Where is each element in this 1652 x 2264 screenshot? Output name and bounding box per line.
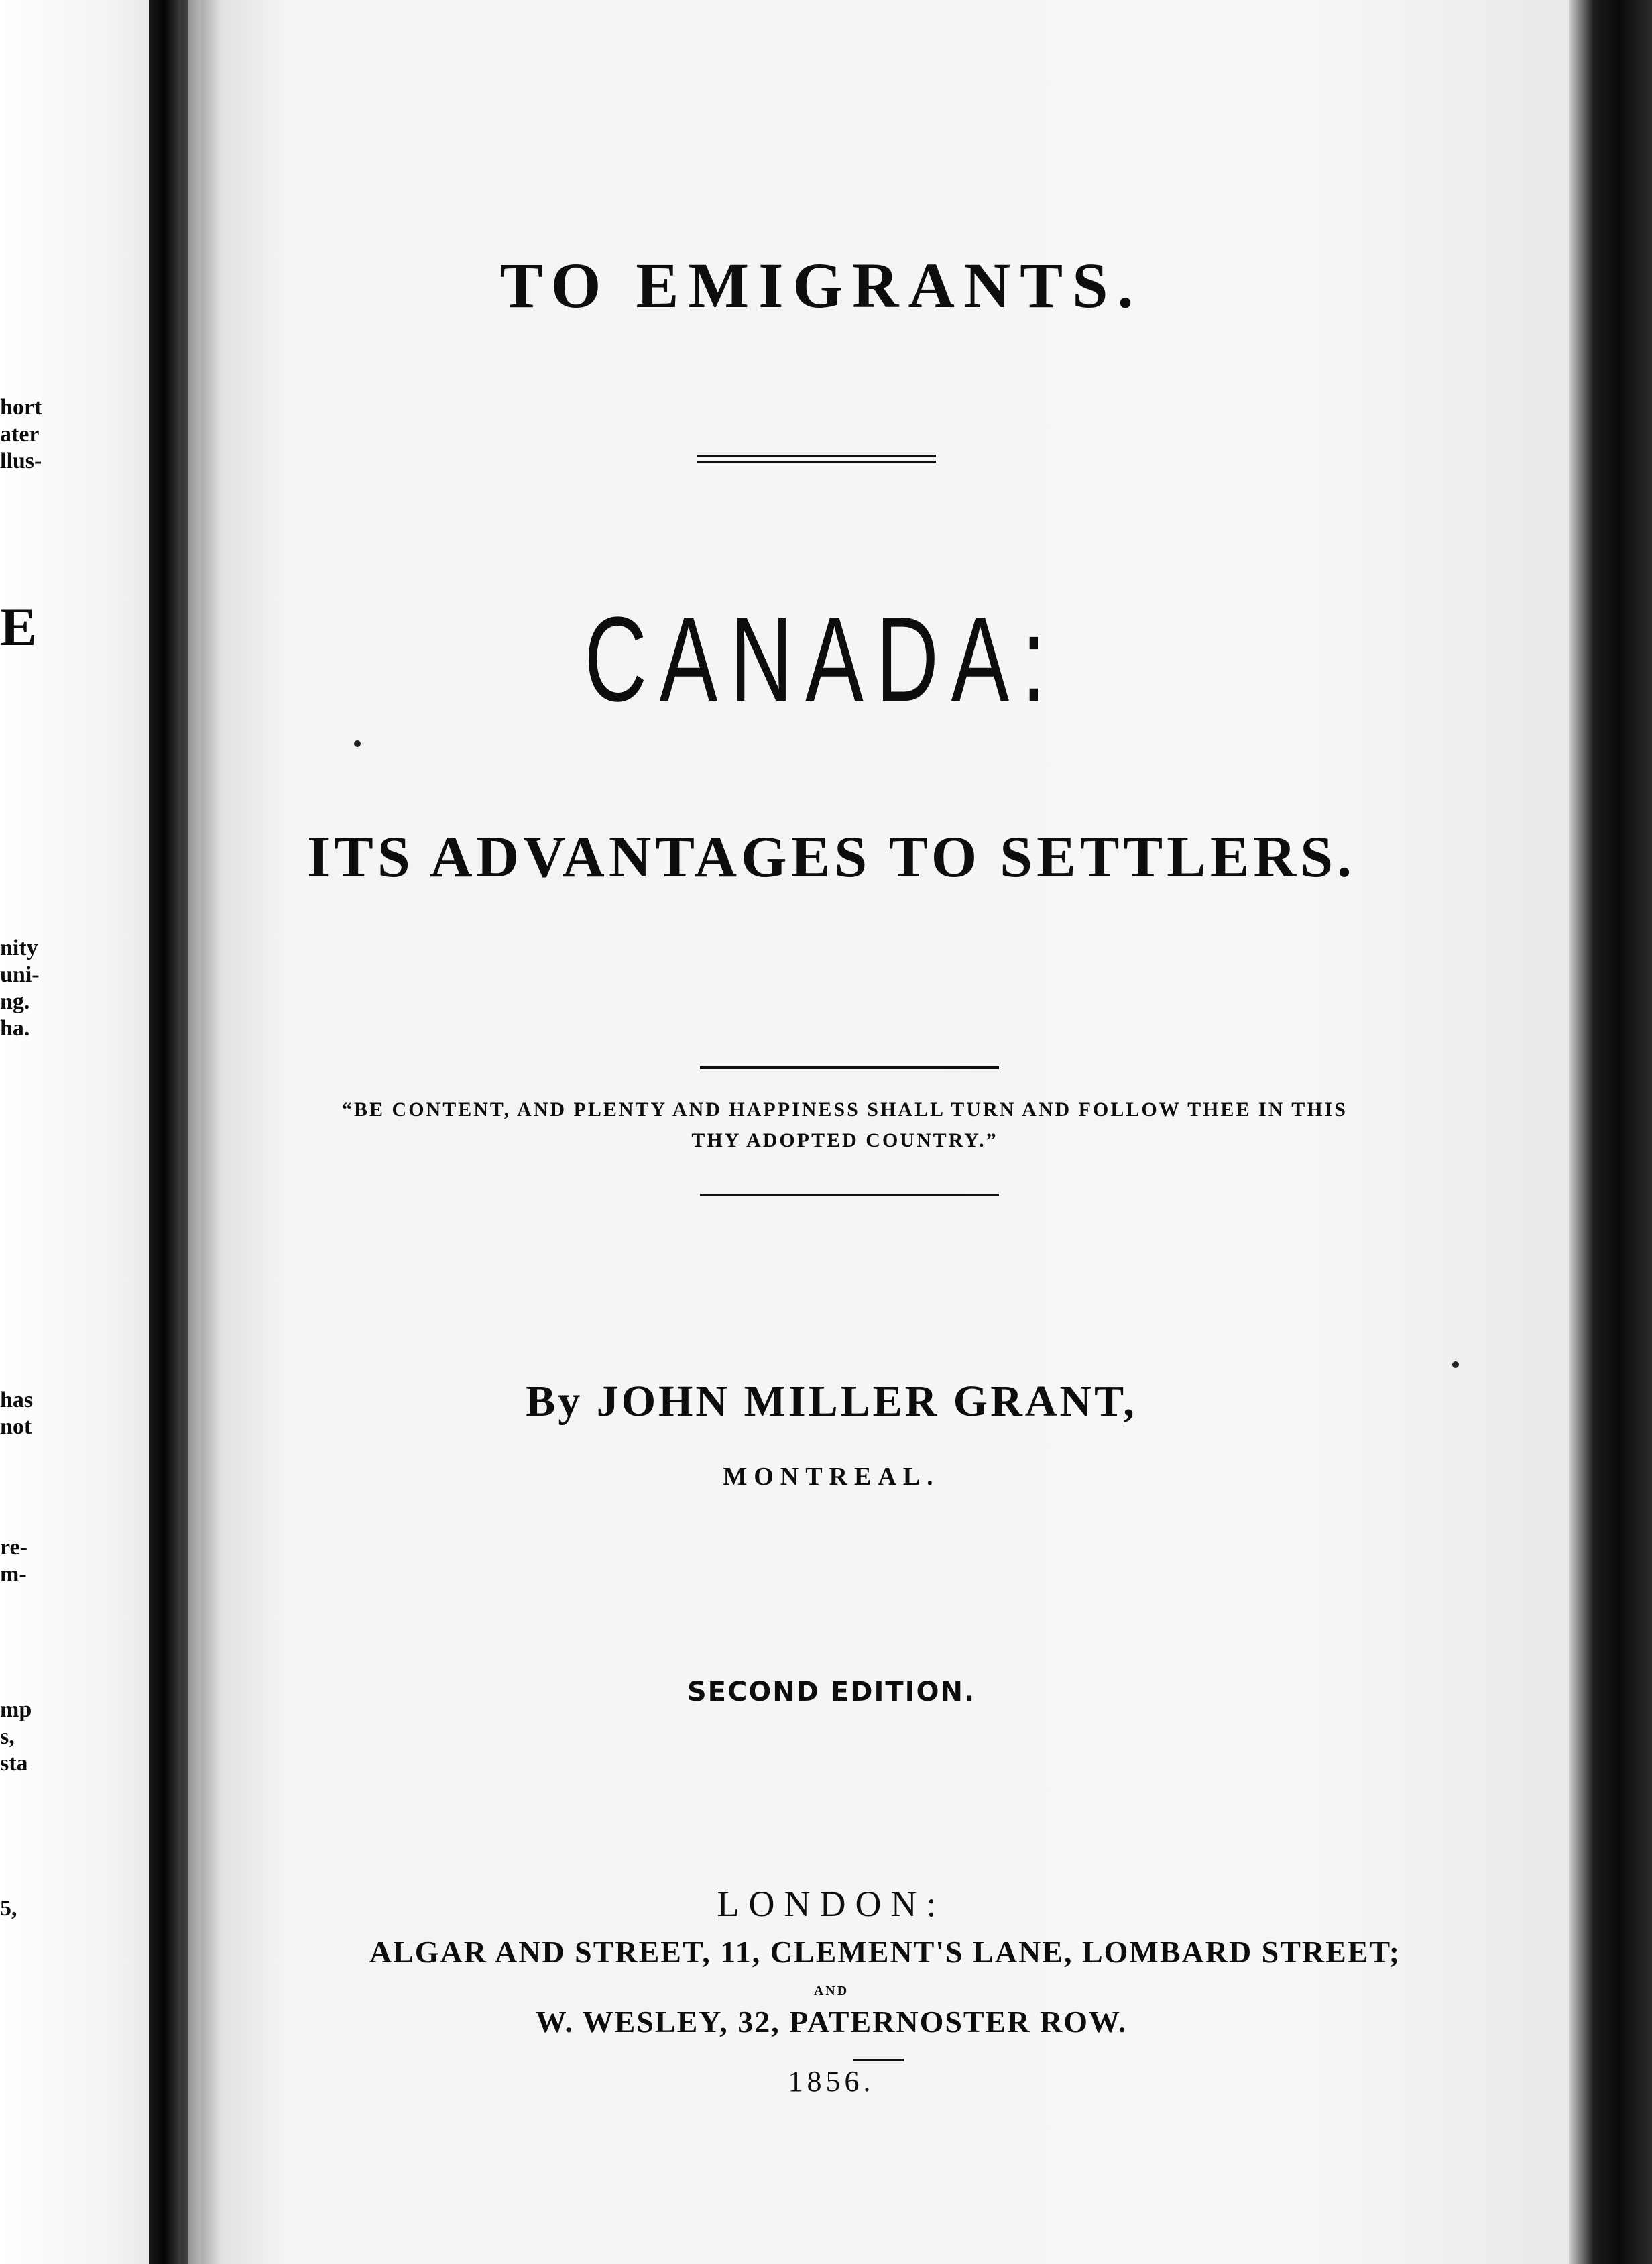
page-heading: TO EMIGRANTS. [499,249,1143,321]
left-page-fragment: ng. [0,989,30,1014]
left-page-fragment: re- [0,1535,27,1560]
print-speck [354,740,361,747]
gutter-shadow [181,0,221,2264]
motto-quote [335,1094,1354,1156]
motto-rule-bottom [700,1194,999,1198]
page-right-edge [1569,0,1652,2264]
publisher-line: W. WESLEY, 32, PATERNOSTER ROW. [535,2004,1128,2039]
left-page-fragment: mp [0,1697,32,1722]
book-subtitle: ITS ADVANTAGES TO SETTLERS. [306,825,1356,890]
publisher-city: LONDON: [717,1884,946,1924]
ornamental-rule [697,455,936,463]
left-page-fragment: hort [0,395,42,420]
left-page-fragment: llus- [0,449,42,473]
book-title: CANADA: [584,592,1059,727]
motto-line: “BE CONTENT, AND PLENTY AND HAPPINESS SHALL TURN AND FOLLOW THEE IN THIS [342,1098,1348,1121]
author-line: By JOHN MILLER GRANT, [526,1377,1137,1426]
author-place: MONTREAL. [723,1463,940,1491]
left-page-fragment: E [0,596,37,657]
year-rule [853,2059,904,2061]
left-page-fragment: not [0,1414,32,1439]
left-page-fragment: sta [0,1751,28,1776]
left-page-fragment: m- [0,1562,27,1587]
left-page-fragment: has [0,1388,34,1412]
facing-page-edge [0,0,161,2264]
motto-rule-top [700,1066,999,1070]
publisher-conjunction: AND [813,1984,849,1998]
left-page-fragment: ater [0,422,40,447]
edition-label: SECOND EDITION. [687,1677,976,1707]
print-speck [1452,1361,1459,1368]
publication-year: 1856. [788,2065,875,2098]
left-page-fragment: uni- [0,962,40,987]
motto-line: THY ADOPTED COUNTRY.” [691,1129,998,1151]
left-page-fragment: 5, [0,1896,17,1921]
left-page-fragment: s, [0,1724,15,1749]
left-page-fragment: ha. [0,1016,30,1041]
left-page-fragment: nity [0,936,38,960]
publisher-line: ALGAR AND STREET, 11, CLEMENT'S LANE, LOMBARD STREET; [369,1935,1401,1969]
